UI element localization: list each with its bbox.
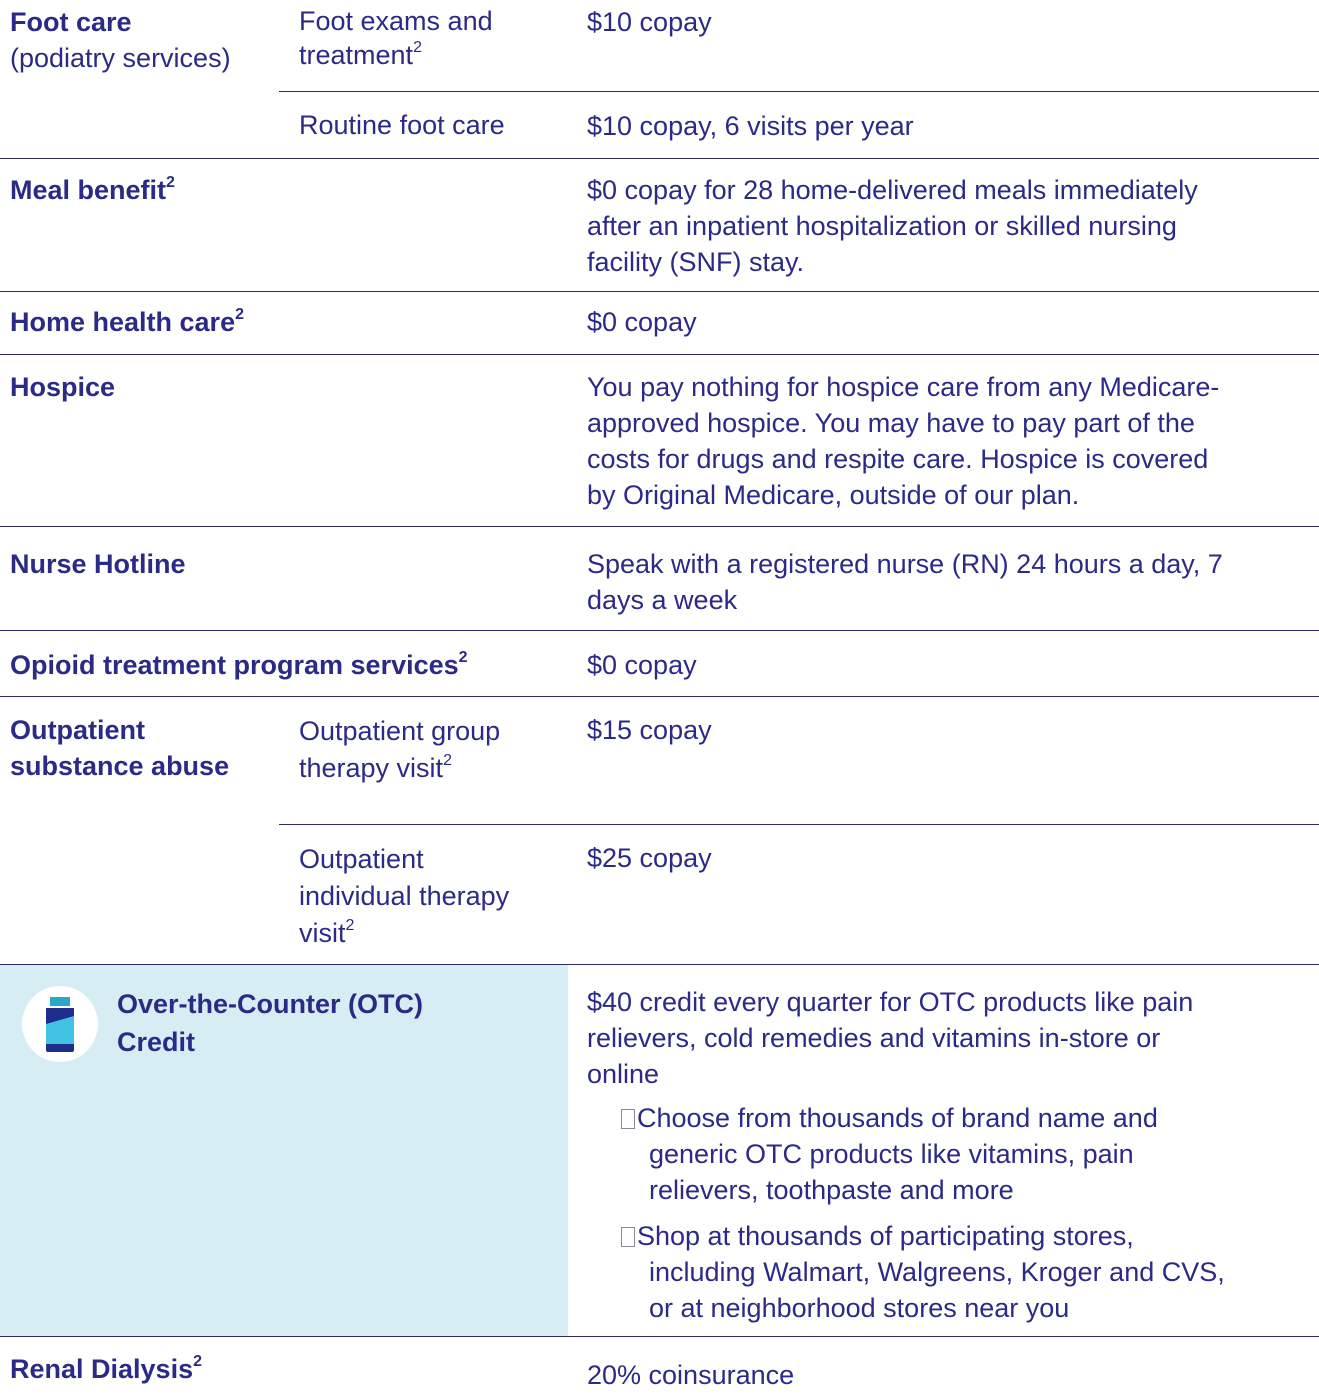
individual-therapy-service (299, 841, 509, 952)
footnote-marker: 2 (193, 1353, 202, 1370)
hospice-line: by Original Medicare, outside of our plan. (587, 480, 1080, 510)
divider (0, 354, 1319, 355)
meal-benefit-value (587, 172, 1198, 280)
otc-line: $40 credit every quarter for OTC products like pain (587, 987, 1194, 1017)
group-therapy-line: Outpatient group (299, 716, 501, 746)
bullet-line: generic OTC products like vitamins, pain (649, 1139, 1134, 1169)
renal-dialysis-category (10, 1351, 202, 1387)
divider (0, 526, 1319, 527)
divider (0, 291, 1319, 292)
home-health-title: Home health care (10, 307, 236, 337)
hospice-line: costs for drugs and respite care. Hospice is covered (587, 444, 1209, 474)
otc-line: relievers, cold remedies and vitamins in-store or (587, 1023, 1161, 1053)
nurse-line: Speak with a registered nurse (RN) 24 hours a day, 7 (587, 549, 1223, 579)
opioid-title: Opioid treatment program services (10, 650, 459, 680)
foot-exams-line1: Foot exams and (299, 6, 493, 36)
otc-bullet-1 (621, 1100, 1158, 1208)
individual-therapy-line: Outpatient (299, 844, 424, 874)
individual-therapy-line: visit (299, 918, 346, 948)
foot-care-title: Foot care (10, 7, 132, 37)
foot-exams-service (299, 4, 493, 72)
renal-title: Renal Dialysis (10, 1354, 194, 1384)
meal-line: $0 copay for 28 home-delivered meals immediately (587, 175, 1198, 205)
meal-line: after an inpatient hospitalization or skilled nursing (587, 211, 1177, 241)
hospice-line: approved hospice. You may have to pay part of the (587, 408, 1195, 438)
bullet-glyph (621, 1109, 635, 1129)
individual-therapy-line: individual therapy (299, 881, 510, 911)
meal-line: facility (SNF) stay. (587, 247, 805, 277)
substance-abuse-line: Outpatient (10, 715, 145, 745)
footnote-marker: 2 (458, 649, 468, 666)
divider (0, 1336, 1319, 1337)
foot-exams-value: $10 copay (587, 7, 712, 37)
substance-abuse-category (10, 712, 229, 784)
opioid-category (10, 647, 468, 683)
individual-therapy-value: $25 copay (587, 843, 712, 873)
footnote-marker: 2 (443, 752, 452, 769)
hospice-category: Hospice (10, 372, 116, 402)
footnote-marker: 2 (235, 306, 244, 323)
divider (0, 630, 1319, 631)
meal-benefit-title: Meal benefit (10, 175, 167, 205)
footnote-marker: 2 (413, 39, 422, 56)
routine-foot-care-service: Routine foot care (299, 110, 505, 140)
foot-care-subtitle: (podiatry services) (10, 43, 231, 73)
footnote-marker: 2 (345, 917, 355, 934)
bullet-line: or at neighborhood stores near you (649, 1293, 1070, 1323)
home-health-category (10, 304, 244, 340)
divider (279, 824, 1319, 825)
hospice-line: You pay nothing for hospice care from any Medicare- (587, 372, 1220, 402)
hospice-value (587, 369, 1219, 513)
nurse-line: days a week (587, 585, 738, 615)
divider (279, 91, 1319, 92)
nurse-hotline-category: Nurse Hotline (10, 549, 186, 579)
otc-title-line: Credit (117, 1027, 196, 1057)
group-therapy-service (299, 713, 500, 787)
medicine-bottle-icon (22, 986, 98, 1062)
otc-title-line: Over-the-Counter (OTC) (117, 989, 423, 1019)
group-therapy-line: therapy visit (299, 753, 444, 783)
foot-care-category (10, 4, 231, 76)
otc-line: online (587, 1059, 660, 1089)
otc-category (117, 985, 423, 1061)
bullet-line: including Walmart, Walgreens, Kroger and CVS, (649, 1257, 1225, 1287)
home-health-value: $0 copay (587, 307, 697, 337)
renal-dialysis-value: 20% coinsurance (587, 1360, 795, 1390)
otc-icon-circle (22, 986, 98, 1062)
bullet-line: Shop at thousands of participating stores, (637, 1221, 1134, 1251)
footnote-marker: 2 (166, 174, 175, 191)
otc-value (587, 984, 1193, 1092)
divider (0, 696, 1319, 697)
otc-bullet-2 (621, 1218, 1225, 1326)
bullet-line: relievers, toothpaste and more (649, 1175, 1014, 1205)
bullet-glyph (621, 1227, 635, 1247)
bullet-line: Choose from thousands of brand name and (637, 1103, 1158, 1133)
nurse-hotline-value (587, 546, 1223, 618)
opioid-value: $0 copay (587, 650, 697, 680)
divider (0, 158, 1319, 159)
routine-foot-care-value: $10 copay, 6 visits per year (587, 111, 914, 141)
substance-abuse-line: substance abuse (10, 751, 230, 781)
foot-exams-line2: treatment (299, 40, 414, 70)
group-therapy-value: $15 copay (587, 715, 712, 745)
meal-benefit-category (10, 172, 175, 208)
